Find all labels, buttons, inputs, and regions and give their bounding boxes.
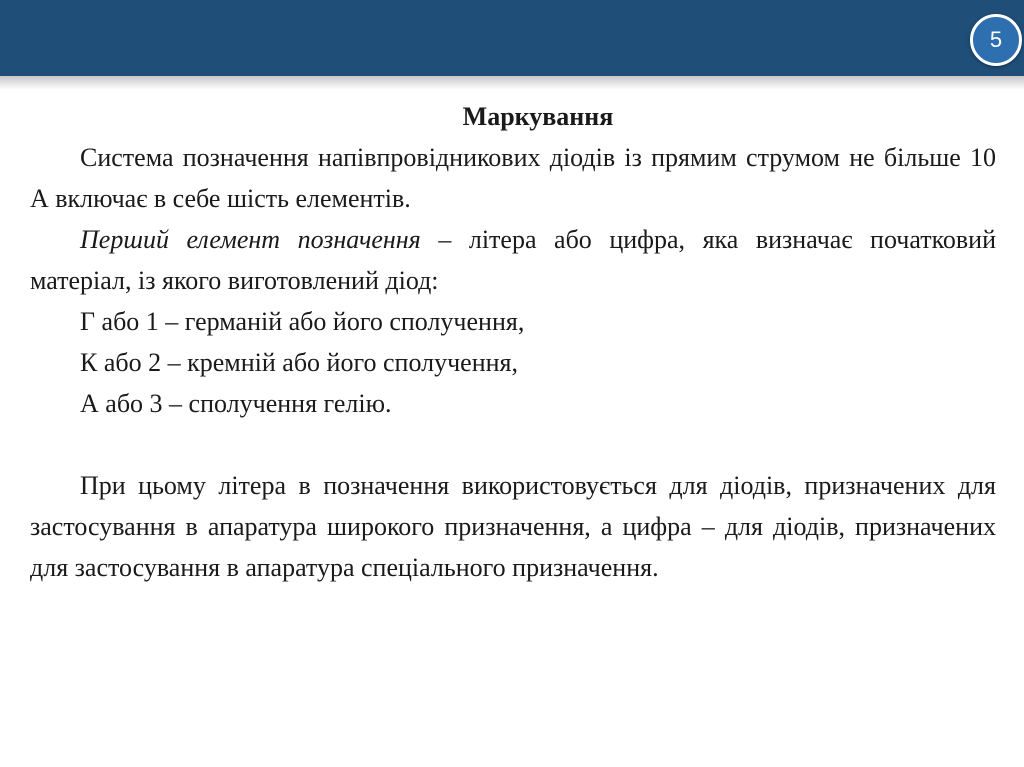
slide-content bbox=[30, 96, 996, 588]
header-bar bbox=[0, 0, 1024, 76]
list-item: А або 3 – сполучення гелію. bbox=[80, 389, 392, 418]
slide-title: Маркування bbox=[462, 102, 614, 131]
list-item: К або 2 – кремній або його сполучення, bbox=[80, 348, 518, 377]
intro-paragraph: Система позначення напівпровідникових діодів із прямим струмом не більше 10 А включає в себе шість елементів. bbox=[30, 143, 996, 213]
first-element-paragraph bbox=[30, 219, 996, 301]
list-item: Г або 1 – германій або його сполучення, bbox=[80, 307, 525, 336]
first-element-text: – літера або цифра, яка визначає початковий матеріал, із якого виготовлений діод: bbox=[30, 225, 996, 295]
slide-number-badge: 5 bbox=[970, 14, 1022, 66]
note-paragraph: При цьому літера в позначення використовується для діодів, призначених для застосування в апаратура широкого призначення, а цифра – для діодів, призначених для застосування в апаратура спеціального призначення. bbox=[30, 471, 996, 582]
spacer bbox=[30, 424, 996, 465]
first-element-label: Перший елемент позначення bbox=[80, 225, 421, 254]
header-shadow bbox=[0, 76, 1024, 90]
